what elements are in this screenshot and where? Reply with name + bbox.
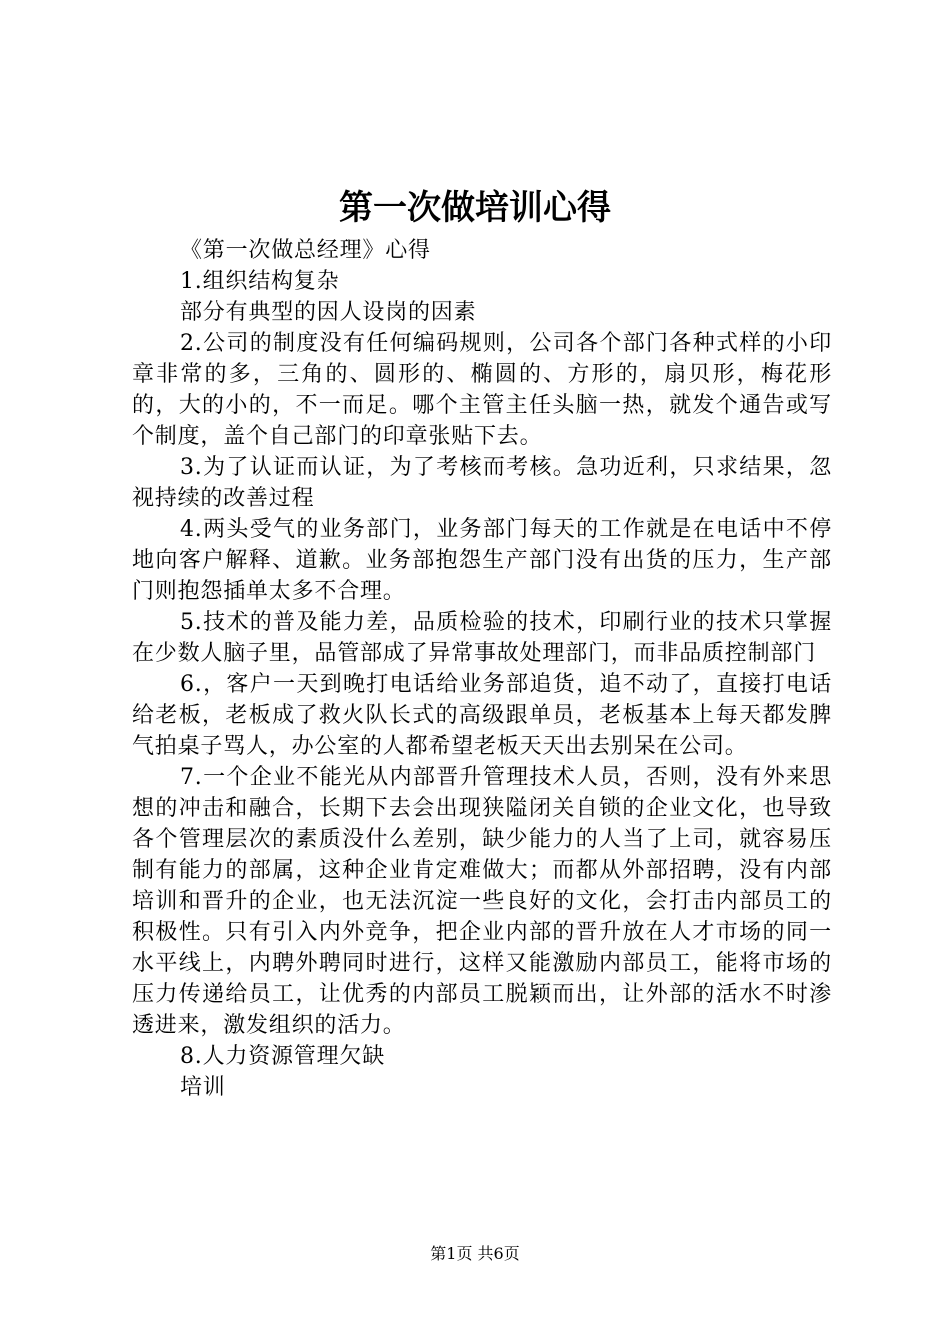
- paragraph-item-8: 8.人力资源管理欠缺: [180, 1044, 385, 1069]
- paragraph-item-6: 6.，客户一天到晚打电话给业务部追货，追不动了，直接打电话给老板，老板成了救火队长式的高级跟单员，老板基本上每天都发脾气拍桌子骂人，办公室的人都希望老板天天出去别呆在公司。: [132, 672, 832, 759]
- paragraph-item-2: 2.公司的制度没有任何编码规则，公司各个部门各种式样的小印章非常的多，三角的、圆形的、椭圆的、方形的，扇贝形，梅花形的，大的小的，不一而足。哪个主管主任头脑一热，就发个通告或写个制度，盖个自己部门的印章张贴下去。: [132, 331, 832, 449]
- paragraph-item-7: 7.一个企业不能光从内部晋升管理技术人员，否则，没有外来思想的冲击和融合，长期下去会出现狭隘闭关自锁的企业文化，也导致各个管理层次的素质没什么差别，缺少能力的人当了上司，就容易压制有能力的部属，这种企业肯定难做大；而都从外部招聘，没有内部培训和晋升的企业，也无法沉淀一些良好的文化，会打击内部员工的积极性。只有引入内外竞争，把企业内部的晋升放在人才市场的同一水平线上，内聘外聘同时进行，这样又能激励内部员工，能将市场的压力传递给员工，让优秀的内部员工脱颖而出，让外部的活水不时渗透进来，激发组织的活力。: [132, 765, 832, 1038]
- paragraph-item-1-detail: 部分有典型的因人设岗的因素: [180, 300, 477, 325]
- paragraph-item-5: 5.技术的普及能力差，品质检验的技术，印刷行业的技术只掌握在少数人脑子里，品管部成了异常事故处理部门，而非品质控制部门: [132, 610, 832, 666]
- page-footer: 第1页 共6页: [430, 1244, 520, 1263]
- document-title: 第一次做培训心得: [339, 188, 611, 228]
- paragraph-item-1: 1.组织结构复杂: [180, 269, 340, 294]
- paragraph-subtitle: 《第一次做总经理》心得: [180, 238, 431, 263]
- paragraph-item-3: 3.为了认证而认证，为了考核而考核。急功近利，只求结果，忽视持续的改善过程: [132, 455, 832, 511]
- paragraph-item-4: 4.两头受气的业务部门，业务部门每天的工作就是在电话中不停地向客户解释、道歉。业务部抱怨生产部门没有出货的压力，生产部门则抱怨插单太多不合理。: [132, 517, 832, 604]
- document-body: [132, 235, 832, 1103]
- paragraph-item-8-detail: 培训: [180, 1075, 226, 1100]
